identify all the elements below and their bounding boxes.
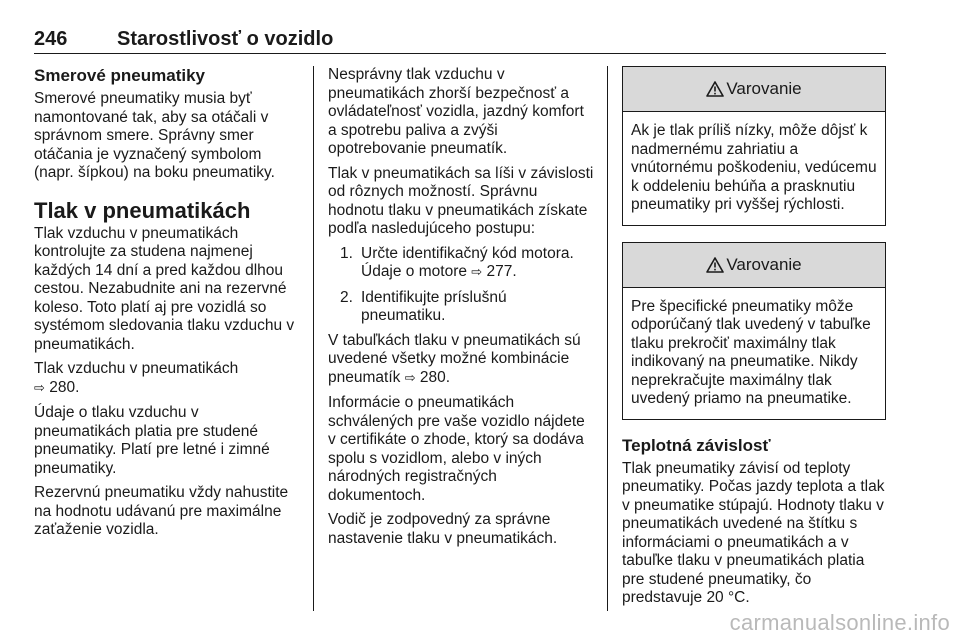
warning-body xyxy=(623,288,885,419)
paragraph: Nesprávny tlak vzduchu v pneumatikách zhorší bezpečnosť a ovládateľnosť vozidla, jazdný komfort a spotrebu paliva a zvýši opotrebovanie pneumatík. xyxy=(328,66,584,157)
paragraph: Údaje o tlaku vzduchu v pneumatikách platia pre studené pneumatiky. Platí pre letné i zimné pneumatiky. xyxy=(34,404,270,477)
page-reference-link[interactable]: 277. xyxy=(486,263,517,280)
column-divider xyxy=(607,66,608,611)
warning-box xyxy=(622,242,886,420)
list-text: Identifikujte príslušnú pneumatiku. xyxy=(361,288,507,324)
list-number: 2. xyxy=(340,288,353,306)
page-reference-link[interactable]: 280. xyxy=(49,378,80,396)
warning-triangle-icon xyxy=(706,81,724,97)
paragraph: Rezervnú pneumatiku vždy nahustite na hodnotu udávanú pre maximálne zaťaženie vozidla. xyxy=(34,484,289,538)
list-item xyxy=(328,289,595,326)
paragraph-with-reference xyxy=(34,360,299,398)
warning-title: Varovanie xyxy=(726,79,802,98)
watermark: carmanualsonline.info xyxy=(729,610,950,635)
heading-directional-tyres: Smerové pneumatiky xyxy=(34,66,206,85)
warning-triangle-icon xyxy=(706,257,724,273)
paragraph: Tlak v pneumatikách sa líši v závislosti od rôznych možností. Správnu hodnotu tlaku v pneumatikách získate podľa nasledujúceho postupu: xyxy=(328,164,594,237)
paragraph: Tlak vzduchu v pneumatikách kontrolujte za studena najmenej každých 14 dní a pred každou dlhou cestou. Nezabudnite ani na rezervné koleso. Toto platí aj pre vozidlá so systémom sledovania tlaku vzduchu v pneumatikách. xyxy=(34,224,295,353)
page-number: 246 xyxy=(34,28,68,50)
warning-text: Pre špecifické pneumatiky môže odporúčaný tlak uvedený v tabuľke tlaku prekročiť maximálny tlak indikovaný na pneumatike. Nikdy neprekračujte maximálny tlak uvedený priamo na pneumatike. xyxy=(631,297,871,407)
column-divider xyxy=(313,66,314,611)
column-middle xyxy=(328,66,595,554)
reference-arrow-icon: ⇨ xyxy=(34,380,45,396)
paragraph: Vodič je zodpovedný za správne nastavenie tlaku v pneumatikách. xyxy=(328,511,558,547)
running-title: Starostlivosť o vozidlo xyxy=(117,28,334,50)
warning-header xyxy=(623,67,885,112)
reference-arrow-icon: ⇨ xyxy=(404,370,416,386)
column-left xyxy=(34,66,299,546)
paragraph-text: Tlak vzduchu v pneumatikách xyxy=(34,360,239,377)
warning-header xyxy=(623,243,885,288)
warning-body xyxy=(623,112,885,225)
reference-arrow-icon: ⇨ xyxy=(471,265,483,280)
list-item xyxy=(328,245,595,283)
page-header xyxy=(34,27,886,54)
warning-text: Ak je tlak príliš nízky, môže dôjsť k nadmernému zahriatiu a vnútornému poškodeniu, vedúcemu k oddeleniu behúňa a prasknutiu pneumatiky pri vyššej rýchlosti. xyxy=(631,122,877,213)
heading-tyre-pressure: Tlak v pneumatikách xyxy=(34,197,251,223)
list-text: Určte identifikačný kód motora. Údaje o motore xyxy=(361,244,574,280)
paragraph: Smerové pneumatiky musia byť namontované tak, aby sa otáčali v správnom smere. Správny smer otáčania je vyznačený symbolom (napr. šípkou) na boku pneumatiky. xyxy=(34,90,275,181)
paragraph-text: V tabuľkách tlaku v pneumatikách sú uvedené všetky možné kombinácie pneumatík xyxy=(328,331,581,386)
paragraph-with-reference xyxy=(328,332,595,389)
warning-box xyxy=(622,66,886,226)
warning-title: Varovanie xyxy=(726,254,802,274)
column-right xyxy=(622,66,886,614)
list-number: 1. xyxy=(340,244,353,262)
paragraph: Tlak pneumatiky závisí od teploty pneumatiky. Počas jazdy teplota a tlak v pneumatike stúpajú. Hodnoty tlaku v pneumatikách uvedené na štítku s informáciami o pneumatikách a v tabuľke tlaku v pneumatikách platia pre studené pneumatiky, čo predstavuje 20 °C. xyxy=(622,459,885,606)
paragraph: Informácie o pneumatikách schválených pre vaše vozidlo nájdete v certifikáte o zhode, ktorý sa dodáva spolu s vozidlom, alebo v iných národných registračných dokumentoch. xyxy=(328,394,585,504)
heading-temperature-dependence: Teplotná závislosť xyxy=(622,435,771,455)
page-reference-link[interactable]: 280. xyxy=(419,368,451,386)
